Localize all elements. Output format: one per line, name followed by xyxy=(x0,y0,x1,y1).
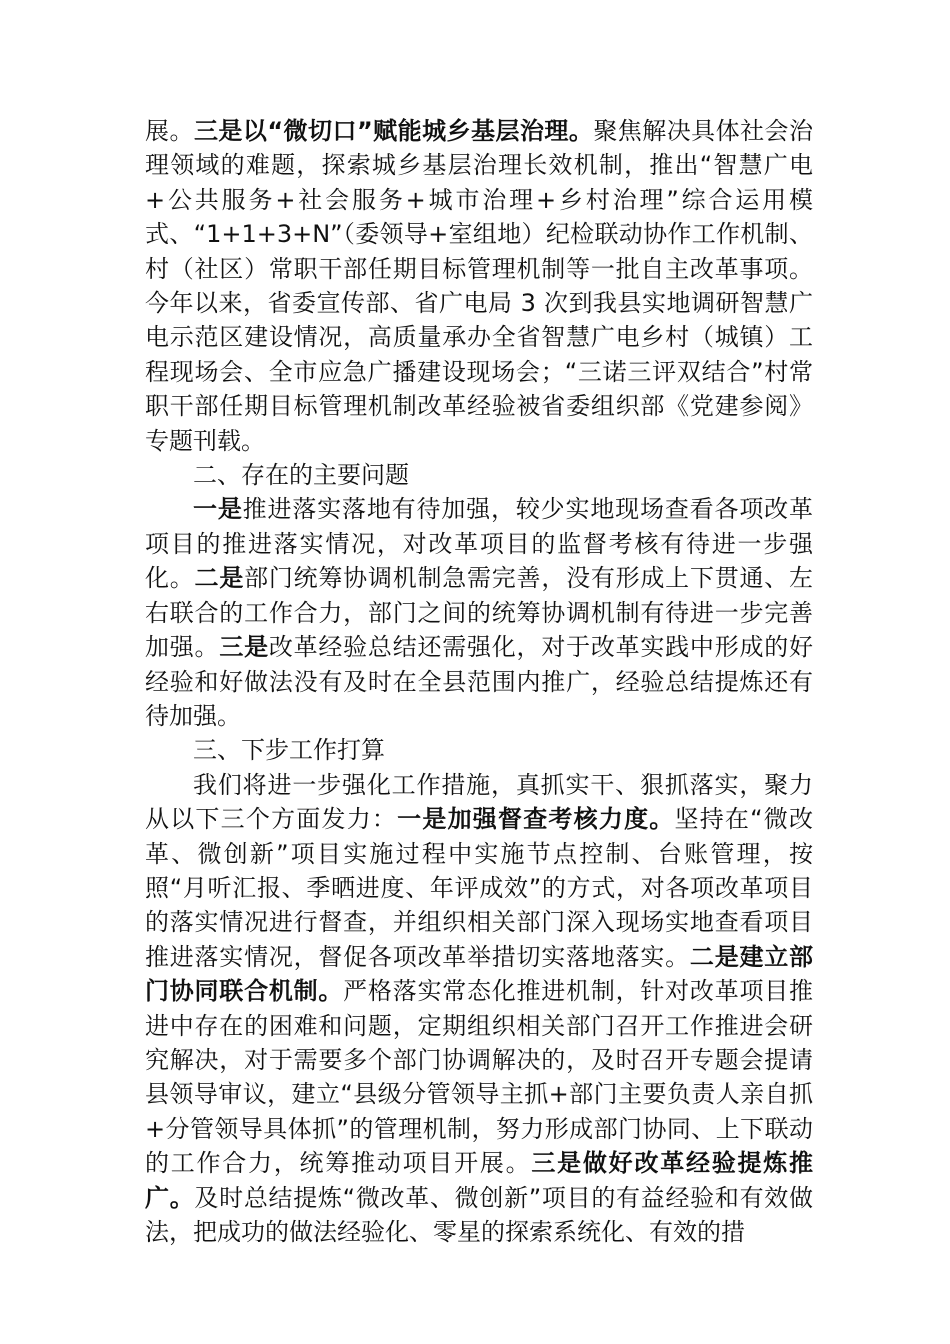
bold-point-two: 二是建立部门协同联合机制。 xyxy=(145,942,813,1006)
bold-label-one: 一是 xyxy=(193,495,243,524)
paragraph-governance xyxy=(145,114,813,458)
section-heading-problems: 二、存在的主要问题 xyxy=(193,461,409,490)
bold-label-two: 二是 xyxy=(194,564,245,593)
text-run: 部门统筹协调机制急需完善，没有形成上下贯通、左右联合的工作合力，部门之间的统筹协调机制有待进一步完善加强。 xyxy=(145,564,814,662)
text-run: 改革经验总结还需强化，对于改革实践中形成的好经验和好做法没有及时在全县范围内推广，经验总结提炼还有待加强。 xyxy=(145,633,814,730)
text-run: 及时总结提炼“微改革、微创新”项目的有益经验和有效做法，把成功的做法经验化、零星的探索系统化、有效的措 xyxy=(145,1183,813,1246)
paragraph-next-steps xyxy=(145,768,813,1250)
bold-point-three-next: 三是做好改革经验提炼推广。 xyxy=(145,1149,814,1212)
text-run: 推进落实落地有待加强，较少实地现场查看各项改革项目的推进落实情况，对改革项目的监督考核有待进一步强化。 xyxy=(145,495,814,593)
text-run: 我们将进一步强化工作措施，真抓实干、狠抓落实，聚力从以下三个方面发力： xyxy=(145,770,813,834)
bold-point-one: 一是加强督查考核力度。 xyxy=(397,805,675,834)
section-heading-next-steps: 三、下步工作打算 xyxy=(193,736,385,765)
paragraph-problems xyxy=(145,492,813,733)
document-body xyxy=(145,114,813,1249)
bold-point-three: 三是以“微切口”赋能城乡基层治理。 xyxy=(193,117,594,145)
text-run: 聚焦解决具体社会治理领域的难题，探索城乡基层治理长效机制，推出“智慧广电+公共服务+社会服务+城市治理+乡村治理”综合运用模式、“1+1+3+N”（委领导+室组地）纪检联动协作工作机制、村（社区）常职干部任期目标管理机制等一批自主改革事项。今年以来，省委宣传部、省广电局 3 次到我县实地调研智慧广电示范区建设情况，高质量承办全省智慧广电乡村（城镇）工程现场会、全市应急广播建设现场会；“三诺三评双结合”村常职干部任期目标管理机制改革经验被省委组织部《党建参阅》专题刊载。 xyxy=(145,117,814,455)
text-run: 严格落实常态化推进机制，针对改革项目推进中存在的困难和问题，定期组织相关部门召开工作推进会研究解决，对于需要多个部门协调解决的，及时召开专题会提请县领导审议，建立“县级分管领导主抓+部门主要负责人亲自抓+分管领导具体抓”的管理机制，努力形成部门协同、上下联动的工作合力，统筹推动项目开展。 xyxy=(145,977,814,1178)
text-run: 展。 xyxy=(145,117,194,145)
text-run: 坚持在“微改革、微创新”项目实施过程中实施节点控制、台账管理，按照“月听汇报、季晒进度、年评成效”的方式，对各项改革项目的落实情况进行督查，并组织相关部门深入现场实地查看项目推进落实情况，督促各项改革举措切实落地落实。 xyxy=(145,805,814,971)
bold-label-three: 三是 xyxy=(219,633,269,662)
